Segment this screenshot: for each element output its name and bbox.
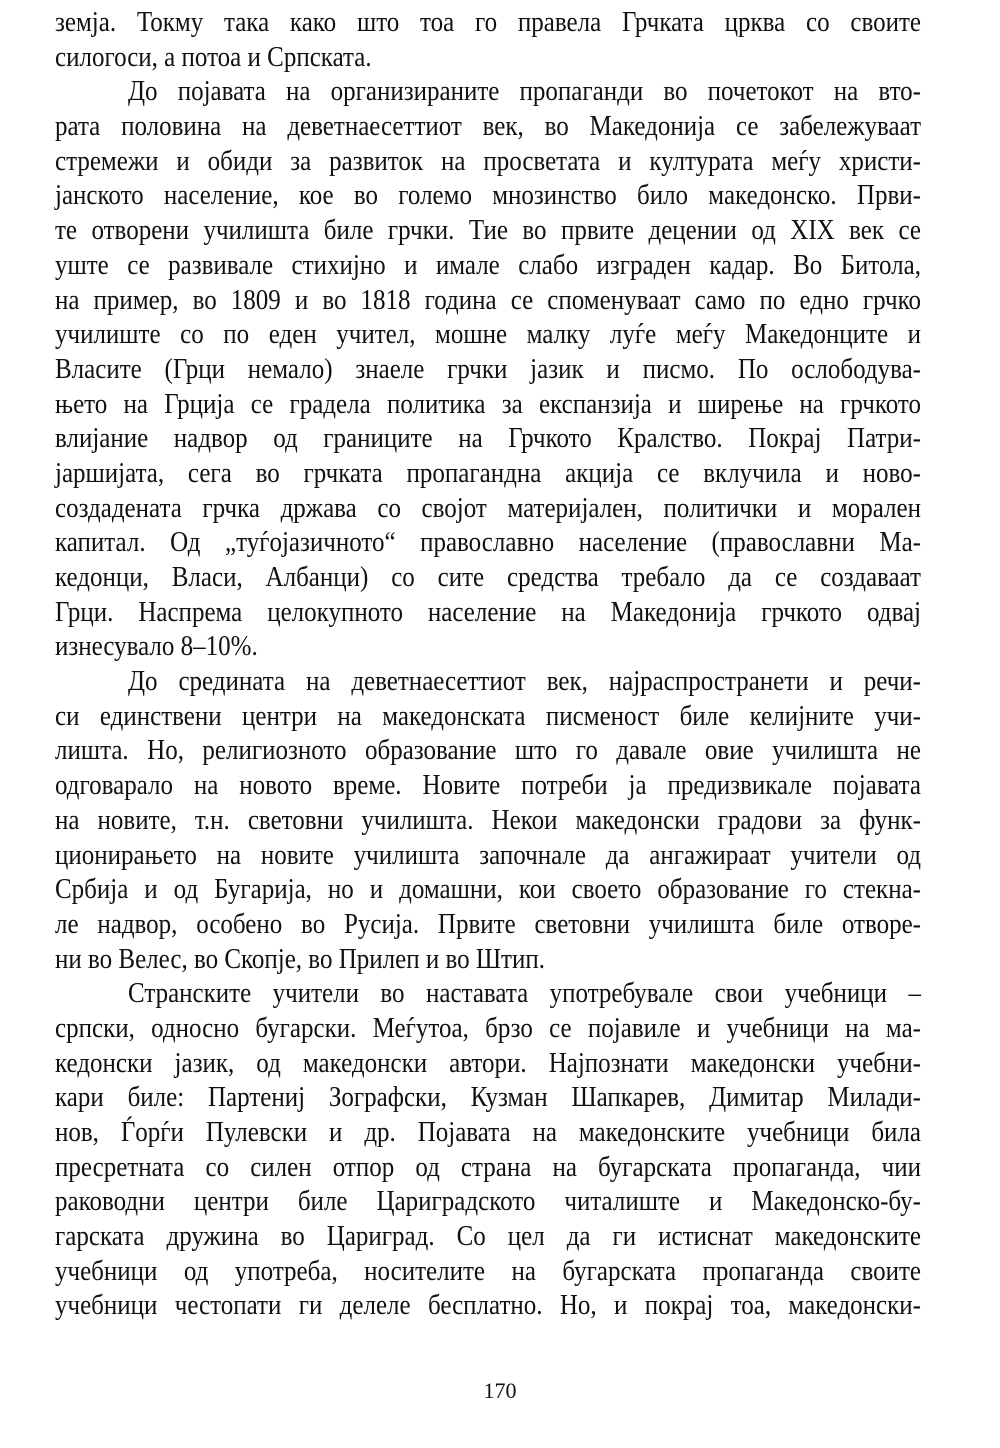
text-line: на новите, т.н. световни училишта. Некои македонски градови за функ- — [55, 805, 921, 836]
paragraph — [55, 75, 921, 665]
text-line: пресретната со силен отпор од страна на бугарската пропаганда, чии — [55, 1151, 921, 1183]
text-line: кедонски јазик, од македонски автори. Најпознати македонски учебни- — [55, 1047, 921, 1079]
text-line: Странските учители во наставата употребувале свои учебници – — [128, 978, 921, 1009]
text-line: њето на Грција се градела политика за експанзија и ширење на грчкото — [55, 388, 921, 420]
text-line: ле надвор, особено во Русија. Првите световни училишта биле отворе- — [55, 909, 921, 940]
text-line: изнесувало 8–10%. — [55, 631, 258, 662]
text-line: земја. Токму така како што тоа го правела Грчката црква со своите — [55, 7, 921, 38]
text-line: училиште со по еден учител, мошне малку луѓе меѓу Македонците и — [55, 319, 921, 350]
text-line: ни во Велес, во Скопје, во Прилеп и во Штип. — [55, 943, 545, 975]
text-line: кедонци, Власи, Албанци) со сите средства требало да се создаваат — [55, 562, 921, 593]
paragraph — [55, 977, 921, 1324]
body-text — [55, 6, 921, 1324]
text-line: силогоси, а потоа и Српската. — [55, 41, 372, 73]
text-line: Грци. Наспрема целокупното население на Македонија грчкото одвај — [55, 596, 921, 628]
text-line: стремежи и обиди за развиток на просветата и културата меѓу христи- — [55, 146, 921, 177]
text-line: До појавата на организираните пропаганди во почетокот на вто- — [128, 76, 921, 107]
text-line: Власите (Грци немало) знаеле грчки јазик и писмо. По ослободува- — [55, 354, 921, 385]
text-line: учебници честопати ги делеле бесплатно. Но, и покрај тоа, македонски- — [55, 1290, 921, 1321]
text-line: рата половина на деветнаесеттиот век, во Македонија се забележуваат — [55, 111, 921, 142]
text-line: српски, односно бугарски. Меѓутоа, брзо се појавиле и учебници на ма- — [55, 1013, 921, 1044]
text-line: раководни центри биле Цариградското читалиште и Македонско-бу- — [55, 1186, 921, 1217]
text-line: лишта. Но, религиозното образование што го давале овие училишта не — [55, 735, 921, 766]
text-line: си единствени центри на македонската писменост биле келијните учи- — [55, 701, 921, 732]
text-line: учебници од употреба, носителите на бугарската пропаганда своите — [55, 1256, 921, 1287]
text-line: ционирањето на новите училишта започнале да ангажираат учители од — [55, 839, 921, 871]
text-line: јаршијата, сега во грчката пропагандна акција се вклучила и ново- — [55, 458, 921, 489]
text-line: капитал. Од „туѓојазичното“ православно население (православни Ма- — [55, 527, 921, 558]
text-line: одговарало на новото време. Новите потреби ја предизвикале појавата — [55, 770, 921, 801]
text-line: гарската дружина во Цариград. Со цел да ги истиснат македонските — [55, 1221, 921, 1252]
paragraph — [55, 6, 921, 75]
text-line: уште се развивале стихијно и имале слабо изграден кадар. Во Битола, — [55, 250, 921, 281]
text-line: кари биле: Партениј Зографски, Кузман Шапкарев, Димитар Милади- — [55, 1082, 921, 1113]
paragraph — [55, 665, 921, 977]
text-line: До средината на деветнаесеттиот век, најраспространети и речи- — [128, 666, 921, 697]
text-line: влијание надвор од границите на Грчкото Кралство. Покрај Патри- — [55, 423, 921, 454]
text-line: создадената грчка држава со својот материјален, политички и морален — [55, 492, 921, 524]
page-number: 170 — [483, 1378, 517, 1403]
text-line: на пример, во 1809 и во 1818 година се споменуваат само по едно грчко — [55, 284, 921, 316]
text-line: Србија и од Бугарија, но и домашни, кои своето образование го стекна- — [55, 874, 921, 905]
text-line: јанското население, кое во големо мнозинство било македонско. Први- — [55, 180, 921, 211]
text-line: те отворени училишта биле грчки. Тие во првите децении од XIX век се — [55, 215, 921, 246]
text-line: нов, Ѓорѓи Пулевски и др. Појавата на македонските учебници била — [55, 1117, 921, 1148]
